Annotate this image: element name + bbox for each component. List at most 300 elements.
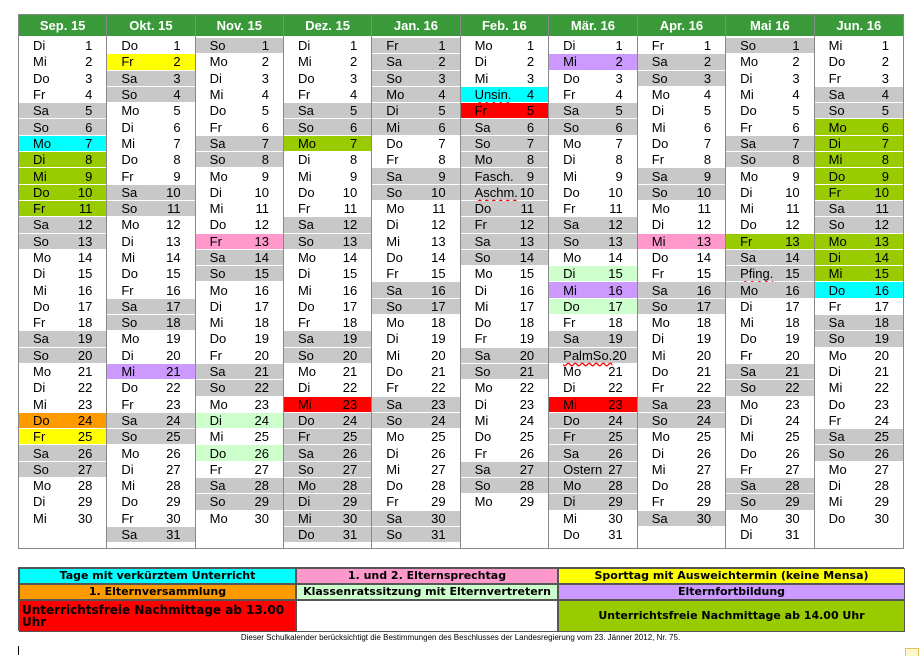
- day-number: 24: [77, 412, 93, 428]
- day-row: [107, 87, 194, 103]
- day-row: [461, 71, 549, 87]
- weekday-label: Mo: [563, 250, 582, 265]
- weekday-label: Di: [33, 266, 46, 282]
- day-row: [372, 397, 459, 413]
- day-row: [19, 168, 106, 184]
- weekday-label: Mi: [33, 54, 47, 70]
- day-row: [19, 462, 106, 478]
- day-number: 17: [519, 298, 535, 314]
- day-number: 3: [792, 70, 800, 86]
- day-row: [549, 282, 637, 298]
- weekday-label: Di: [297, 152, 311, 168]
- day-number: 9: [881, 168, 889, 184]
- day-number: 28: [608, 478, 623, 494]
- weekday-label: Mi: [474, 412, 489, 428]
- day-number: 6: [526, 119, 535, 135]
- weekday-label: Mi: [563, 282, 577, 298]
- day-number: 22: [77, 380, 93, 396]
- day-number: 19: [874, 331, 889, 347]
- month-column: [726, 15, 815, 548]
- day-row: [461, 380, 549, 396]
- weekday-label: So: [474, 250, 491, 265]
- day-row: [726, 364, 814, 380]
- day-row: [284, 38, 371, 54]
- day-row: [372, 119, 459, 135]
- weekday-label: Do: [33, 298, 50, 314]
- month-header: Mai 16: [726, 15, 814, 38]
- weekday-label: So: [121, 87, 138, 103]
- weekday-label: Di: [740, 298, 753, 314]
- day-number: 30: [785, 510, 800, 526]
- weekday-label: Di: [386, 445, 399, 461]
- weekday-label: Do: [121, 494, 138, 510]
- day-number: 7: [703, 135, 712, 151]
- day-number: 11: [255, 201, 269, 217]
- day-row: [815, 87, 903, 103]
- weekday-label: Di: [474, 396, 487, 412]
- day-number: 21: [785, 364, 800, 380]
- weekday-label: Fr: [740, 233, 753, 249]
- month-column: [461, 15, 550, 548]
- day-row: [107, 185, 194, 201]
- day-number: 3: [85, 70, 93, 86]
- day-number: 1: [615, 38, 623, 54]
- weekday-label: Mo: [651, 429, 670, 445]
- day-number: 13: [342, 233, 358, 249]
- day-row: [107, 168, 194, 184]
- day-row: [284, 494, 371, 510]
- day-row: [549, 136, 637, 152]
- weekday-label: Sa: [651, 54, 668, 70]
- day-number: 6: [173, 119, 181, 135]
- day-number: 22: [608, 380, 623, 396]
- weekday-label: Sa: [209, 364, 226, 380]
- day-row: [638, 136, 725, 152]
- day-row: [19, 201, 106, 217]
- day-number: 9: [703, 168, 712, 184]
- day-row: [815, 71, 903, 87]
- day-number: 20: [696, 347, 712, 363]
- month-header: Sep. 15: [19, 15, 106, 38]
- day-number: 1: [526, 38, 535, 54]
- day-number: 17: [342, 298, 358, 314]
- weekday-label: Di: [563, 494, 576, 510]
- day-row: [372, 201, 459, 217]
- weekday-label: So: [651, 412, 668, 428]
- day-row: [549, 527, 637, 543]
- weekday-label: So: [474, 364, 491, 380]
- weekday-label: Fr: [828, 70, 841, 86]
- day-row: [372, 266, 459, 282]
- day-number: 29: [342, 494, 358, 510]
- weekday-label: Di: [209, 184, 222, 200]
- day-row: [372, 380, 459, 396]
- day-row: [549, 299, 637, 315]
- weekday-label: Fr: [297, 87, 311, 103]
- weekday-label: Sa: [386, 168, 403, 184]
- day-number: 24: [342, 412, 358, 428]
- day-row: [196, 478, 283, 494]
- weekday-label: Mo: [740, 168, 759, 184]
- day-row: [19, 136, 106, 152]
- weekday-label: So: [563, 119, 580, 135]
- day-row: [372, 527, 459, 543]
- day-row: [815, 119, 903, 135]
- weekday-label: Sa: [828, 315, 845, 331]
- day-number: 14: [166, 250, 181, 265]
- month-header: Nov. 15: [196, 15, 283, 38]
- weekday-label: Sa: [297, 217, 314, 233]
- day-number: 8: [792, 152, 800, 168]
- footnote: Dieser Schulkalender berücksichtigt die Bestimmungen des Beschlusses der Landesregierung vom 23. Jänner 2012, Nr. 75.: [240, 633, 681, 642]
- day-row: [726, 119, 814, 135]
- day-row: [726, 445, 814, 461]
- weekday-label: Mi: [297, 510, 312, 526]
- weekday-label: Di: [386, 103, 399, 119]
- weekday-label: Fr: [828, 412, 841, 428]
- weekday-label: Sa: [209, 250, 226, 265]
- day-number: 5: [350, 103, 358, 119]
- day-number: 26: [166, 445, 181, 461]
- legend-parent-consultation-days: 1. und 2. Elternsprechtag: [296, 568, 558, 584]
- day-row: [196, 201, 283, 217]
- day-number: 13: [519, 233, 535, 249]
- weekday-label: Fr: [209, 461, 222, 477]
- day-number: 5: [526, 103, 535, 119]
- day-number: 19: [166, 331, 181, 347]
- day-row: [549, 429, 637, 445]
- day-number: 12: [519, 217, 535, 233]
- weekday-label: Mi: [386, 233, 400, 249]
- legend-free-afternoons-14: Unterrichtsfreie Nachmittage ab 14.00 Uhr: [558, 600, 905, 632]
- day-row: [196, 152, 283, 168]
- day-number: 10: [519, 184, 535, 200]
- month-column: [638, 15, 726, 548]
- weekday-label: Sa: [474, 233, 491, 249]
- day-row: [638, 38, 725, 54]
- weekday-label: Di: [474, 54, 487, 70]
- day-row: [638, 445, 725, 461]
- day-row: [107, 348, 194, 364]
- day-row: [284, 462, 371, 478]
- weekday-label: Mi: [297, 168, 312, 184]
- weekday-label: Do: [828, 510, 846, 526]
- day-row: [815, 234, 903, 250]
- day-number: 4: [792, 87, 800, 103]
- day-number: 21: [254, 364, 269, 380]
- day-row: [19, 380, 106, 396]
- day-number: 20: [77, 347, 93, 363]
- day-row: [461, 119, 549, 135]
- day-number: 31: [431, 527, 446, 543]
- weekday-label: Di: [651, 217, 665, 233]
- day-number: 15: [696, 266, 712, 282]
- weekday-label: So: [121, 429, 138, 445]
- weekday-label: Mo: [386, 201, 405, 217]
- weekday-label: Fr: [386, 152, 399, 168]
- day-row: [726, 380, 814, 396]
- weekday-label: Sa: [474, 461, 491, 477]
- day-number: 14: [77, 250, 93, 265]
- day-number: 31: [608, 527, 623, 543]
- day-number: 6: [881, 119, 889, 135]
- day-number: 30: [254, 510, 269, 526]
- day-row: [815, 429, 903, 445]
- weekday-label: Do: [828, 54, 846, 70]
- day-number: 8: [261, 152, 269, 168]
- weekday-label: Aschm.: [474, 184, 518, 200]
- weekday-label: Di: [297, 38, 311, 54]
- day-row: [638, 119, 725, 135]
- weekday-label: Sa: [474, 119, 491, 135]
- day-number: 10: [431, 184, 446, 200]
- weekday-label: Do: [209, 103, 227, 119]
- day-number: 2: [615, 54, 623, 70]
- weekday-label: Fr: [651, 266, 665, 282]
- day-row: [461, 478, 549, 494]
- day-number: 22: [696, 380, 712, 396]
- day-number: 17: [77, 298, 93, 314]
- day-number: 16: [342, 282, 358, 298]
- day-row: [284, 201, 371, 217]
- month-header: Mär. 16: [549, 15, 637, 38]
- weekday-label: Di: [651, 445, 665, 461]
- day-number: 3: [438, 70, 446, 86]
- day-number: 12: [785, 217, 800, 233]
- legend: [18, 567, 904, 631]
- day-number: 4: [261, 87, 269, 103]
- weekday-label: Mo: [33, 364, 52, 380]
- weekday-label: Do: [33, 184, 50, 200]
- weekday-label: Do: [33, 70, 50, 86]
- month-column: [107, 15, 195, 548]
- day-row: [815, 266, 903, 282]
- weekday-label: Mi: [828, 266, 843, 282]
- day-row: [638, 397, 725, 413]
- day-number: 17: [431, 298, 446, 314]
- weekday-label: Fr: [33, 315, 46, 331]
- day-number: 22: [166, 380, 181, 396]
- day-row: [638, 282, 725, 298]
- day-row: [372, 152, 459, 168]
- weekday-label: Do: [474, 201, 492, 217]
- weekday-label: Do: [651, 364, 669, 380]
- weekday-label: Ostern: [563, 461, 603, 477]
- day-row: [638, 217, 725, 233]
- weekday-label: Fasch.: [474, 168, 514, 184]
- month-column: [284, 15, 372, 548]
- weekday-label: Mo: [386, 315, 405, 331]
- weekday-label: So: [209, 38, 226, 54]
- day-row: [107, 54, 194, 70]
- day-row: [372, 217, 459, 233]
- day-number: 1: [85, 38, 93, 54]
- weekday-label: Fr: [121, 54, 134, 70]
- day-row: [196, 103, 283, 119]
- day-row: [19, 445, 106, 461]
- day-number: 23: [785, 396, 800, 412]
- day-row: [107, 331, 194, 347]
- day-number: 25: [874, 429, 889, 445]
- day-row: [19, 331, 106, 347]
- weekday-label: Di: [33, 38, 46, 54]
- weekday-label: Sa: [740, 364, 756, 380]
- weekday-label: Di: [740, 70, 753, 86]
- day-number: 26: [519, 445, 535, 461]
- day-number: 2: [792, 54, 800, 70]
- day-row: [461, 201, 549, 217]
- weekday-label: Mi: [828, 38, 843, 54]
- weekday-label: Fr: [563, 429, 576, 445]
- day-row: [549, 445, 637, 461]
- day-number: 19: [608, 331, 623, 347]
- day-number: 5: [881, 103, 889, 119]
- day-row: [196, 397, 283, 413]
- weekday-label: So: [386, 298, 403, 314]
- day-number: 9: [526, 168, 535, 184]
- weekday-label: Mi: [297, 396, 312, 412]
- day-number: 13: [696, 233, 712, 249]
- day-row: [638, 54, 725, 70]
- weekday-label: Fr: [386, 38, 399, 54]
- weekday-label: Mi: [651, 233, 666, 249]
- day-row: [284, 348, 371, 364]
- weekday-label: Mo: [563, 364, 582, 380]
- day-row: [196, 119, 283, 135]
- weekday-label: Fr: [474, 217, 487, 233]
- day-row: [638, 250, 725, 266]
- weekday-label: Di: [209, 412, 222, 428]
- weekday-label: Fr: [474, 103, 487, 119]
- day-row: [196, 282, 283, 298]
- weekday-label: Di: [297, 266, 311, 282]
- day-number: 5: [703, 103, 712, 119]
- day-row: [815, 315, 903, 331]
- day-row: [638, 478, 725, 494]
- weekday-label: So: [297, 347, 314, 363]
- weekday-label: PalmSo.: [563, 347, 613, 363]
- day-number: 28: [166, 478, 181, 494]
- day-number: 3: [350, 70, 358, 86]
- day-row: [196, 136, 283, 152]
- day-row: [815, 413, 903, 429]
- day-number: 30: [342, 510, 358, 526]
- weekday-label: Mo: [209, 282, 228, 298]
- day-row: [815, 348, 903, 364]
- day-number: 20: [254, 347, 269, 363]
- weekday-label: Sa: [563, 217, 580, 233]
- day-row: [372, 299, 459, 315]
- day-number: 25: [608, 429, 623, 445]
- day-number: 17: [874, 298, 889, 314]
- weekday-label: Mi: [33, 168, 47, 184]
- day-row: [372, 185, 459, 201]
- day-row: [372, 494, 459, 510]
- weekday-label: So: [740, 38, 756, 54]
- weekday-label: So: [828, 217, 845, 233]
- day-number: 21: [874, 364, 889, 380]
- day-number: 7: [615, 135, 623, 151]
- day-number: 11: [786, 201, 800, 217]
- weekday-label: Fr: [33, 429, 46, 445]
- weekday-label: Di: [386, 331, 399, 347]
- day-number: 23: [431, 396, 446, 412]
- weekday-label: Mo: [828, 233, 847, 249]
- weekday-label: Do: [563, 184, 580, 200]
- day-row: [196, 234, 283, 250]
- day-row: [638, 152, 725, 168]
- day-number: 2: [703, 54, 712, 70]
- weekday-label: Sa: [33, 445, 49, 461]
- day-row: [372, 282, 459, 298]
- weekday-label: Sa: [828, 87, 845, 103]
- day-row: [638, 299, 725, 315]
- day-number: 15: [608, 266, 623, 282]
- day-row: [726, 397, 814, 413]
- day-number: 16: [519, 282, 535, 298]
- weekday-label: Mi: [740, 429, 754, 445]
- weekday-label: Fr: [474, 445, 487, 461]
- weekday-label: Mo: [121, 331, 140, 347]
- day-number: 18: [608, 315, 623, 331]
- weekday-label: So: [828, 103, 845, 119]
- day-number: 3: [881, 70, 889, 86]
- day-number: 12: [431, 217, 446, 233]
- weekday-label: Do: [651, 135, 669, 151]
- weekday-label: Mi: [651, 119, 666, 135]
- day-number: 28: [254, 478, 269, 494]
- weekday-label: Do: [121, 152, 138, 168]
- day-row: [726, 38, 814, 54]
- day-number: 17: [166, 298, 181, 314]
- day-number: 22: [431, 380, 446, 396]
- day-number: 26: [77, 445, 93, 461]
- day-row: [549, 250, 637, 266]
- day-row: [549, 331, 637, 347]
- weekday-label: Fr: [209, 233, 222, 249]
- day-number: 15: [785, 266, 800, 282]
- weekday-label: So: [386, 527, 403, 543]
- day-row: [549, 152, 637, 168]
- day-number: 8: [881, 152, 889, 168]
- weekday-label: So: [209, 494, 226, 510]
- day-row: [461, 168, 549, 184]
- day-number: 19: [342, 331, 358, 347]
- day-number: 25: [342, 429, 358, 445]
- weekday-label: So: [474, 478, 491, 494]
- weekday-label: Sa: [386, 510, 403, 526]
- weekday-label: Mo: [121, 217, 140, 233]
- weekday-label: Unsin.: [474, 87, 512, 103]
- day-number: 9: [85, 168, 93, 184]
- day-row: [372, 429, 459, 445]
- day-row: [549, 234, 637, 250]
- day-row: [107, 38, 194, 54]
- weekday-label: Do: [828, 168, 846, 184]
- day-number: 9: [438, 168, 446, 184]
- day-number: 22: [874, 380, 889, 396]
- weekday-label: Do: [297, 527, 315, 543]
- weekday-label: So: [121, 315, 138, 331]
- day-number: 4: [350, 87, 358, 103]
- day-row: [726, 299, 814, 315]
- day-row: [638, 380, 725, 396]
- school-calendar: [18, 14, 904, 549]
- day-number: 27: [77, 461, 93, 477]
- day-row: [815, 136, 903, 152]
- weekday-label: Mi: [386, 461, 400, 477]
- day-number: 5: [261, 103, 269, 119]
